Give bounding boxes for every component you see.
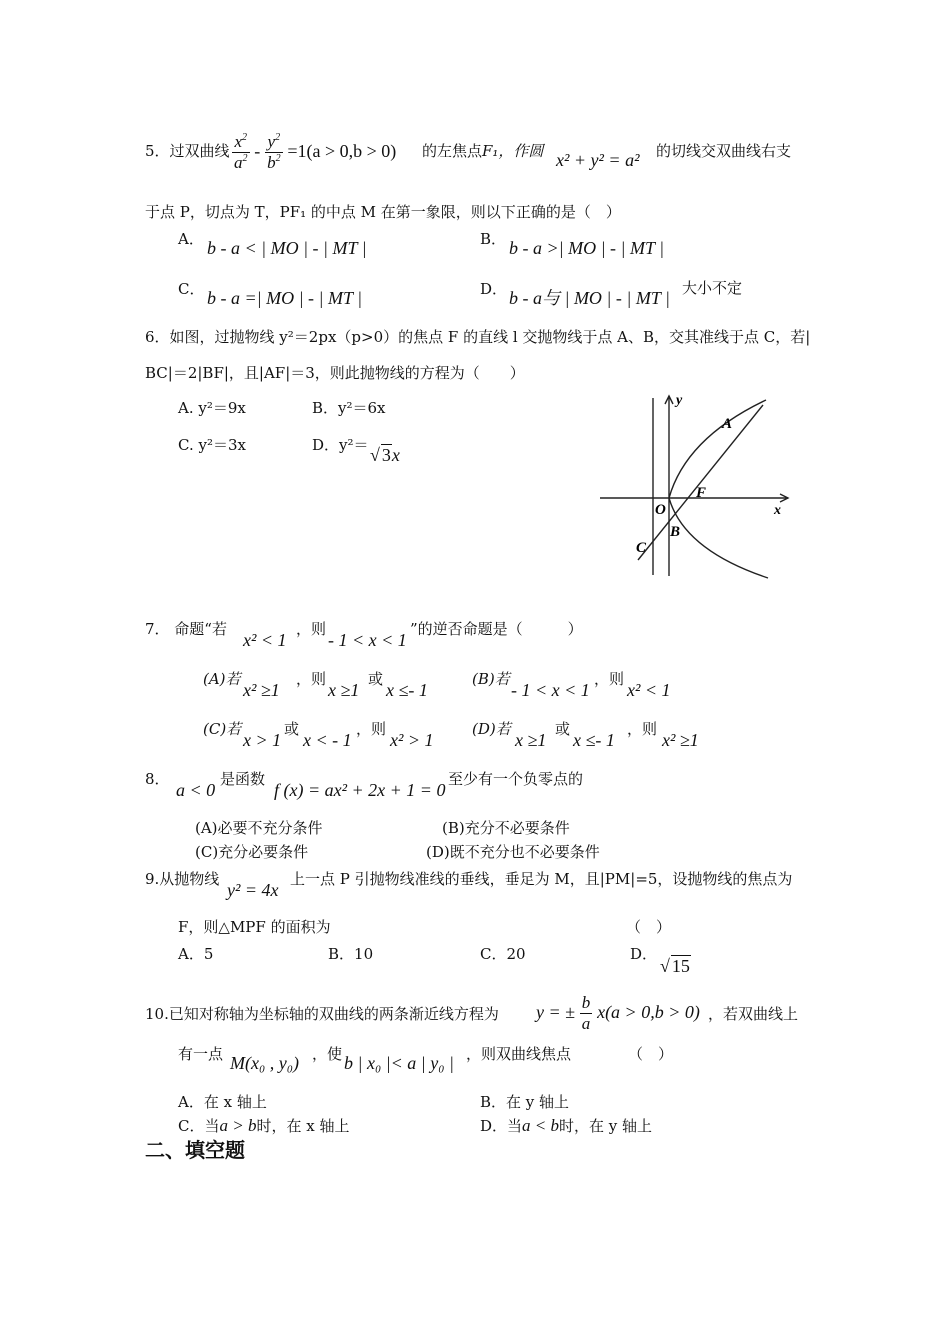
q7-a-2: x ≥1 (328, 680, 360, 700)
q7-condition: x² < 1 (243, 630, 287, 650)
q7-d-or: 或 (555, 720, 571, 738)
parabola-curve (669, 400, 768, 578)
q10-asymptote-equation: y = ± $\frac{b}{a}$ x(a > 0,b > 0) (536, 993, 700, 1034)
q9-option-b: B．10 (328, 945, 374, 963)
parabola-figure (598, 390, 798, 585)
q7-c-1: x > 1 (243, 730, 282, 750)
q7-b-then: ，则 (594, 670, 625, 688)
q5-line2: 于点 P，切点为 T，PF₁ 的中点 M 在第一象限，则以下正确的是（ ） (145, 203, 621, 221)
label-f: F (696, 485, 707, 501)
q8-tail: 至少有一个负零点的 (448, 770, 584, 788)
q7-b-label: (B)若 (472, 670, 510, 688)
q8-option-c: (C)充分必要条件 (195, 843, 309, 861)
q7-c-label: (C)若 (203, 720, 242, 738)
q8-number: 8． (145, 770, 170, 788)
q7-b-1: - 1 < x < 1 (511, 680, 590, 700)
q7-a-1: x² ≥1 (243, 680, 280, 700)
q9-option-a: A．5 (178, 945, 214, 963)
q10-inequality: b | x₀ |< a | y₀ | (344, 1053, 454, 1073)
section-heading: 二、填空题 (145, 1138, 245, 1162)
q9-paren: （ ） (626, 918, 672, 936)
q7-d-3: x² ≥1 (662, 730, 699, 750)
q9-option-d-label: D． (630, 945, 658, 963)
q10-line2-tail: ，则双曲线焦点 (466, 1045, 572, 1063)
q6-option-d-root: √ 3x (370, 445, 400, 465)
q7-a-or: 或 (368, 670, 384, 688)
q10-option-b: B．在 y 轴上 (480, 1093, 570, 1111)
label-o: O (655, 502, 666, 518)
label-c: C (636, 540, 647, 556)
q7-c-or: 或 (284, 720, 300, 738)
q5-option-c-label: C． (178, 280, 205, 298)
q10-paren: （ ） (628, 1045, 674, 1063)
q5-option-d: b - a与 | MO | - | MT | (509, 288, 670, 308)
q9-option-c: C．20 (480, 945, 526, 963)
q7-b-2: x² < 1 (627, 680, 671, 700)
q10-tail: ，若双曲线上 (708, 1005, 799, 1023)
q10-option-c: C．当a > b时，在 x 轴上 (178, 1116, 350, 1135)
q8-function: f (x) = ax² + 2x + 1 = 0 (274, 780, 446, 800)
q5-tail: 的切线交双曲线右支 (656, 142, 792, 160)
q7-d-1: x ≥1 (515, 730, 547, 750)
q6-option-d: D．y²＝ (312, 436, 369, 454)
q7-d-then: ，则 (627, 720, 658, 738)
q6-option-c: C. y²＝3x (178, 436, 246, 454)
q5-option-a: b - a < | MO | - | MT | (207, 238, 367, 258)
q5-option-b: b - a >| MO | - | MT | (509, 238, 665, 258)
q9-equation: y² = 4x (227, 880, 279, 900)
q7-conclusion: - 1 < x < 1 (328, 630, 407, 650)
q9-tail: 上一点 P 引抛物线准线的垂线，垂足为 M，且|PM|=5，设抛物线的焦点为 (290, 870, 793, 888)
q5-hyperbola-equation: $\frac{x^2}{a^2}$ - $\frac{y^2}{b^2}$ =1(a > 0,b > 0) (234, 132, 397, 173)
q7-a-label: (A)若 (203, 670, 241, 688)
q5-option-d-label: D． (480, 280, 508, 298)
q7-a-3: x ≤- 1 (386, 680, 428, 700)
q10-comma: ，使 (312, 1045, 343, 1063)
q9-lead: 9.从抛物线 (145, 870, 220, 888)
q6-option-b: B．y²＝6x (312, 399, 386, 417)
q10-option-d: D．当a < b时，在 y 轴上 (480, 1116, 653, 1135)
q10-line2-lead: 有一点 (178, 1045, 224, 1063)
q10-point: M(x₀ , y₀) (230, 1053, 299, 1073)
q10-lead: 10.已知对称轴为坐标轴的双曲线的两条渐近线方程为 (145, 1005, 499, 1023)
q5-option-a-label: A． (178, 230, 204, 248)
q8-condition: a < 0 (176, 780, 216, 800)
q7-c-3: x² > 1 (390, 730, 434, 750)
q7-mid: ，则 (296, 620, 327, 638)
label-y: y (676, 393, 683, 408)
q6-line1: 6．如图，过抛物线 y²＝2px（p>0）的焦点 F 的直线 l 交抛物线于点 A、B，交其准线于点 C，若| (145, 328, 811, 346)
q7-a-then: ，则 (296, 670, 327, 688)
q7-d-2: x ≤- 1 (573, 730, 615, 750)
q8-option-a: (A)必要不充分条件 (195, 819, 323, 837)
q7-tail: ”的逆否命题是（ ） (410, 620, 583, 638)
line-l (638, 405, 763, 560)
q9-line2: F，则△MPF 的面积为 (178, 918, 331, 936)
q5-lead: 5．过双曲线 (145, 142, 230, 160)
label-b: B (670, 524, 681, 540)
q5-mid: 的左焦点F₁，作圆 (422, 142, 544, 160)
q9-option-d-root: √ 15 (660, 956, 690, 976)
label-a: A (722, 416, 733, 432)
q8-mid: 是函数 (220, 770, 266, 788)
q5-option-c: b - a =| MO | - | MT | (207, 288, 363, 308)
q6-option-a: A. y²＝9x (178, 399, 246, 417)
q7-c-2: x < - 1 (303, 730, 352, 750)
q8-option-d: (D)既不充分也不必要条件 (426, 843, 600, 861)
q8-option-b: (B)充分不必要条件 (442, 819, 570, 837)
q7-c-then: ，则 (356, 720, 387, 738)
label-x: x (774, 503, 781, 518)
q7-d-label: (D)若 (472, 720, 511, 738)
q5-option-d-tail: 大小不定 (682, 279, 743, 297)
q10-option-a: A．在 x 轴上 (178, 1093, 267, 1111)
q5-circle-equation: x² + y² = a² (556, 150, 640, 170)
q6-line2: BC|＝2|BF|，且|AF|＝3，则此抛物线的方程为（ ） (145, 364, 525, 382)
q5-option-b-label: B． (480, 230, 507, 248)
q7-lead: 7． 命题“若 (145, 620, 227, 638)
